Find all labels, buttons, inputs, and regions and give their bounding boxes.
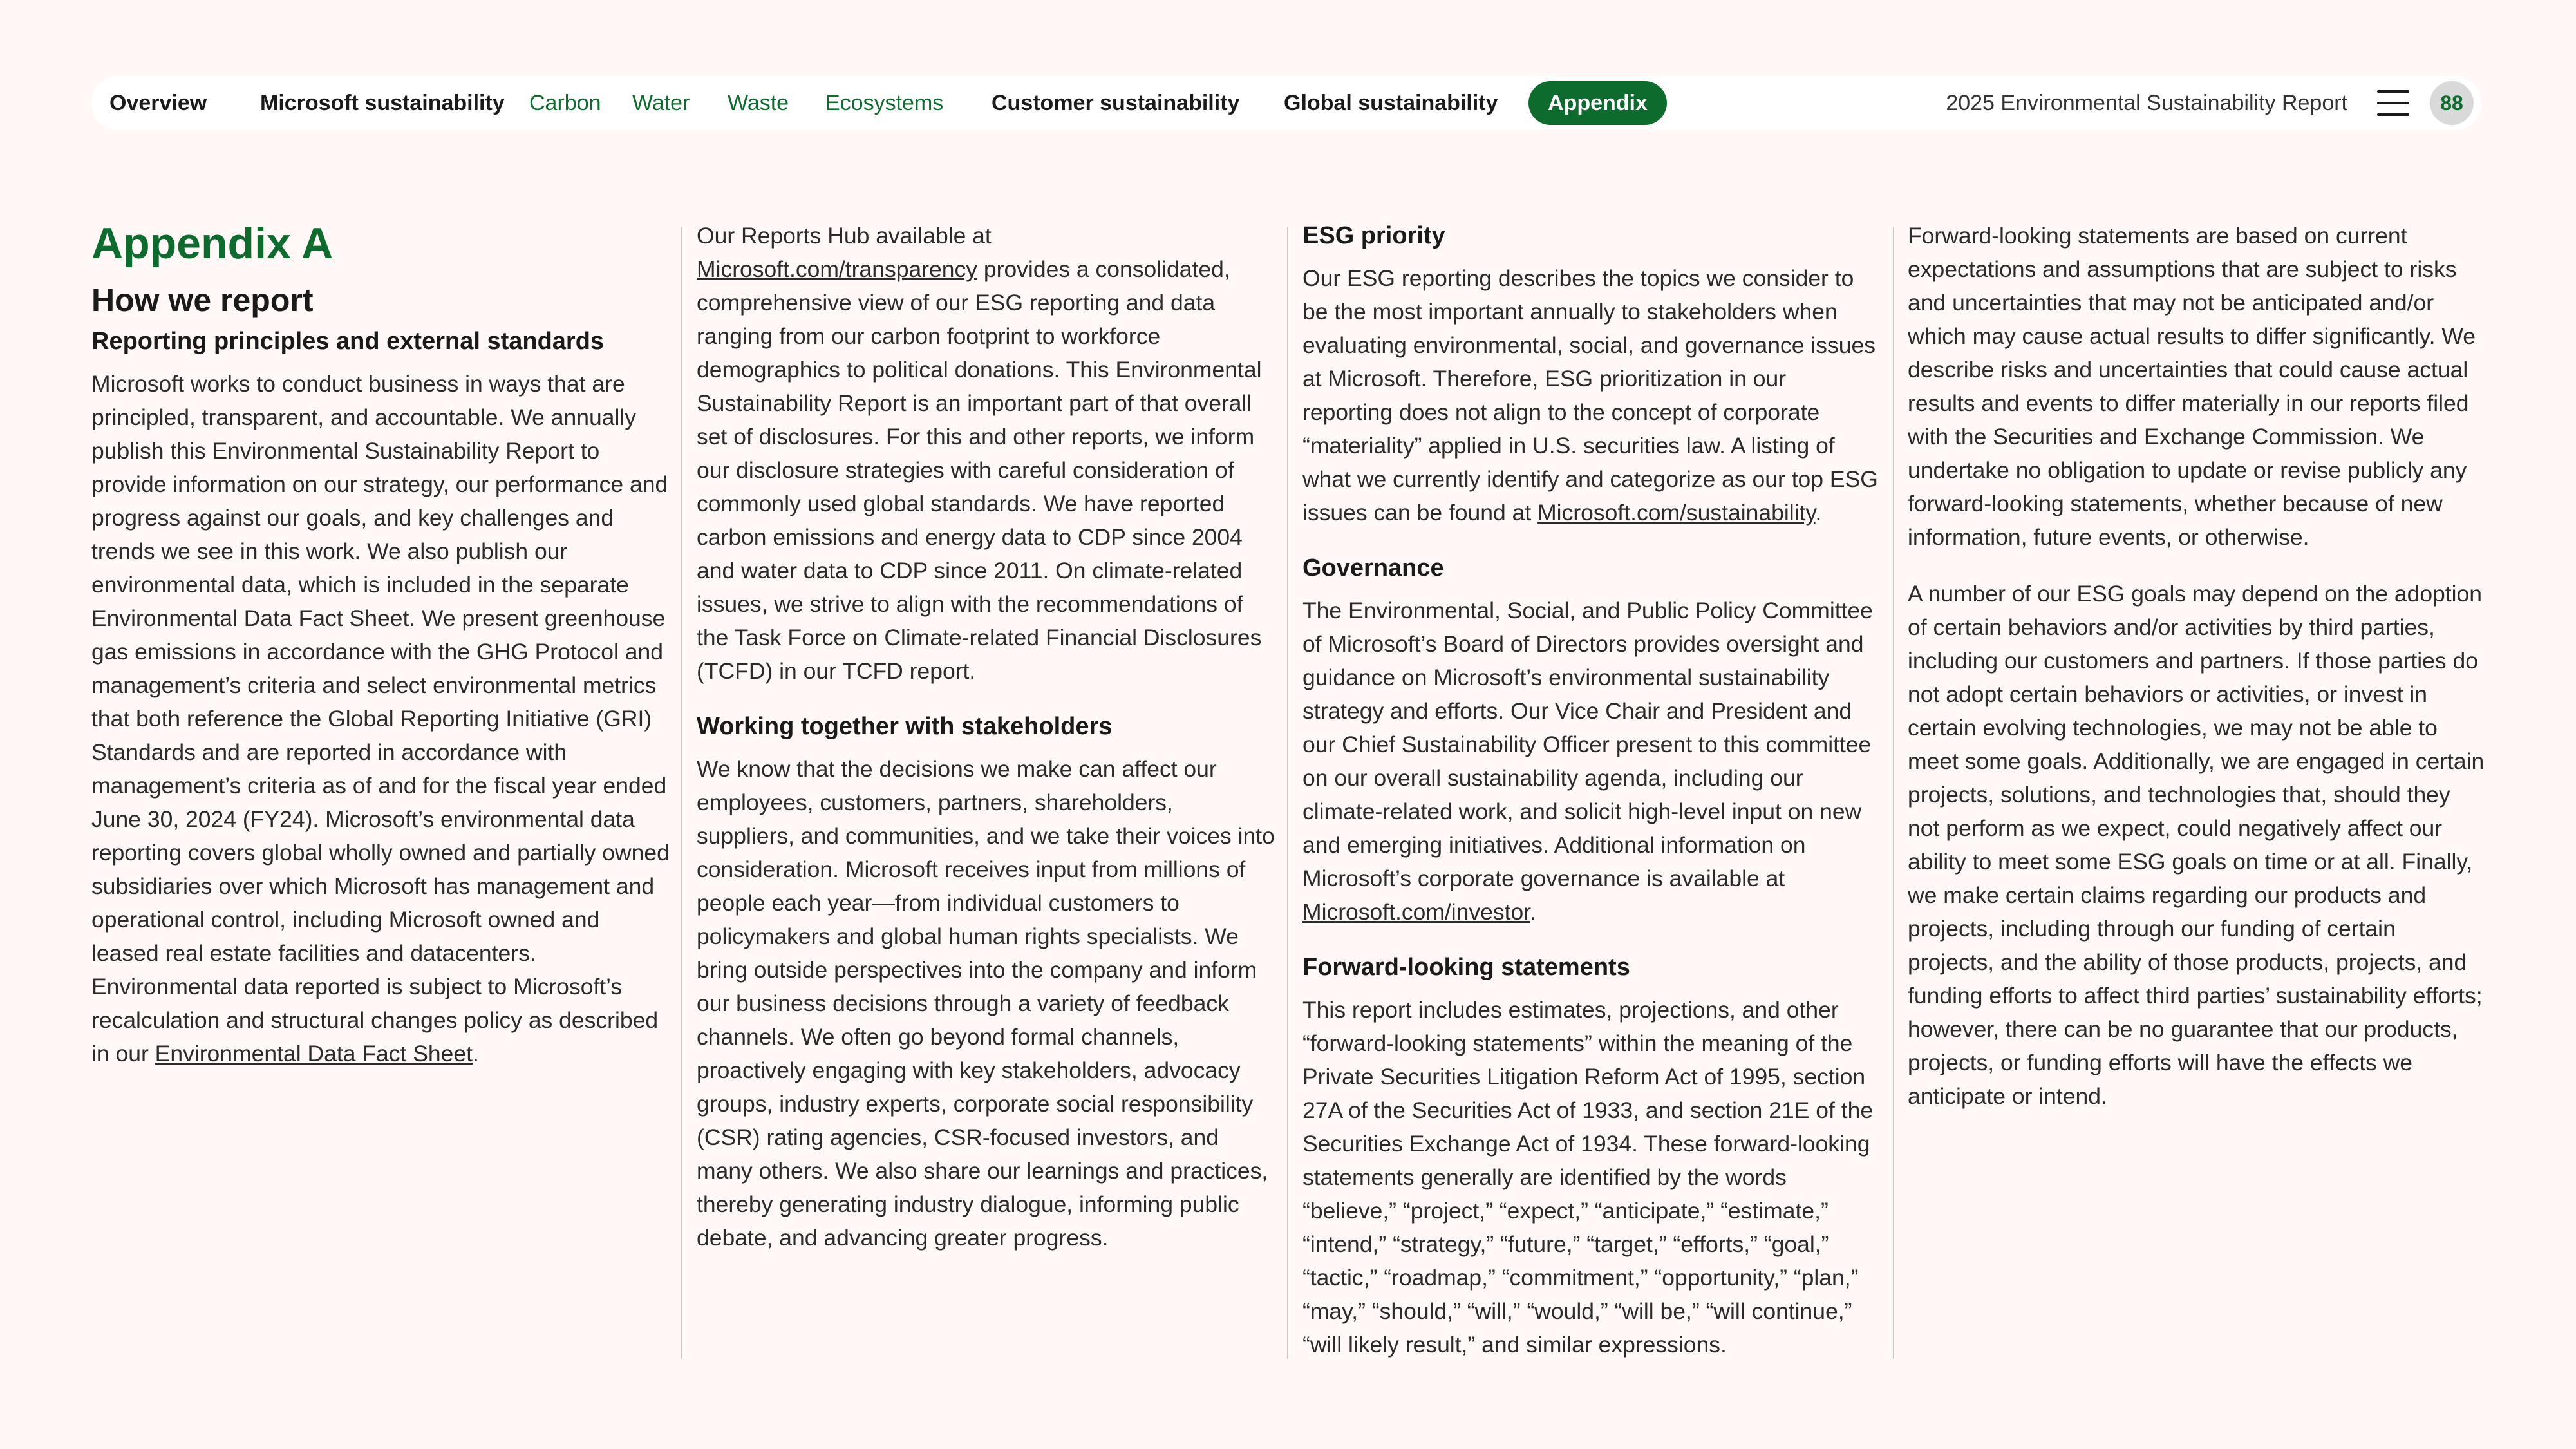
column-divider [681,227,682,1359]
nav-carbon[interactable]: Carbon [529,90,601,115]
stakeholders-paragraph: We know that the decisions we make can affect our employees, customers, partners, shareholders, suppliers, and communities, and we take their voices into consideration. Microsoft receives input from millions of people each year—from individual customers to policymakers and global human rights specialists. We bring outside perspectives into the company and inform our business decisions through a variety of feedback channels. We often go beyond formal channels, proactively engaging with key stakeholders, advocacy groups, industry experts, corporate social responsibility (CSR) rating agencies, CSR-focused investors, and many others. We also share our learnings and practices, thereby generating industry dialogue, informing public debate, and advancing greater progress. [697,756,1275,1251]
esg-goals-dependency-paragraph: A number of our ESG goals may depend on the adoption of certain behaviors and/or activities by third parties, including our customers and partners. If those parties do not adopt certain behaviors or activities, or invest in certain evolving technologies, we may not be able to meet some goals. Additionally, we are engaged in certain projects, solutions, and technologies that, should they not perform as we expect, could negatively affect our ability to meet some ESG goals on time or at all. Finally, we make certain claims regarding our products and projects, including through our funding of certain projects, and the ability of those products, projects, and funding efforts to affect third parties’ sustainability efforts; however, there can be no guarantee that our products, projects, or funding efforts will have the effects we anticipate or intend. [1908,581,2485,1109]
column-esg-governance [1302,219,1882,1361]
transparency-link[interactable]: Microsoft.com/transparency [697,256,978,282]
column-reports-hub [697,219,1276,1255]
column-how-we-report [91,219,671,1070]
column-divider [1893,227,1894,1359]
heading-governance: Governance [1302,554,1444,582]
heading-esg-priority: ESG priority [1302,222,1445,249]
nav-water[interactable]: Water [632,90,690,115]
esg-priority-paragraph: Our ESG reporting describes the topics we consider to be the most important annually to stakeholders when evaluating environmental, social, and governance issues at Microsoft. Therefore, ESG prioritization in our reporting does not align to the concept of corporate “materiality” applied in U.S. securities law. A listing of what we currently identify and categorize as our top ESG issues can be found at Microsoft.com/sustainability. [1302,265,1878,526]
risks-paragraph: Forward-looking statements are based on current expectations and assumptions that are subject to risks and uncertainties that may not be anticipated and/or which may cause actual results to differ significantly. We describe risks and uncertainties that could cause actual results and events to differ materially in our reports filed with the Securities and Exchange Commission. We undertake no obligation to update or revise publicly any forward-looking statements, whether because of new information, future events, or otherwise. [1908,223,2476,550]
heading-working-together: Working together with stakeholders [697,713,1113,740]
column-divider [1287,227,1288,1359]
hamburger-menu-icon[interactable] [2377,90,2409,116]
report-title: 2025 Environmental Sustainability Report [1946,90,2347,115]
governance-paragraph: The Environmental, Social, and Public Policy Committee of Microsoft’s Board of Directors provides oversight and guidance on Microsoft’s environmental sustainability strategy and efforts. Our Vice Chair and President and our Chief Sustainability Officer present to this committee on our overall sustainability agenda, including our climate-related work, and solicit high-level input on new and emerging initiatives. Additional information on Microsoft’s corporate governance is available at Microsoft.com/investor. [1302,598,1873,925]
sustainability-link[interactable]: Microsoft.com/sustainability [1537,500,1816,526]
environmental-data-fact-sheet-link[interactable]: Environmental Data Fact Sheet [155,1041,473,1066]
forward-looking-paragraph: This report includes estimates, projections, and other “forward-looking statements” within the meaning of the Private Securities Litigation Reform Act of 1995, section 27A of the Securities Act of 1933, and section 21E of the Securities Exchange Act of 1934. These forward-looking statements generally are identified by the words “believe,” “project,” “expect,” “anticipate,” “estimate,” “intend,” “strategy,” “future,” “target,” “efforts,” “goal,” “tactic,” “roadmap,” “commitment,” “opportunity,” “plan,” “may,” “should,” “will,” “would,” “will be,” “will continue,” “will likely result,” and similar expressions. [1302,997,1874,1358]
nav-customer-sustainability[interactable]: Customer sustainability [992,90,1240,115]
nav-microsoft-sustainability[interactable]: Microsoft sustainability [260,90,505,115]
heading-forward-looking-statements: Forward-looking statements [1302,954,1630,981]
appendix-title: Appendix A [91,219,334,268]
subsection-title-reporting-principles: Reporting principles and external standards [91,328,605,355]
nav-ecosystems[interactable]: Ecosystems [825,90,944,115]
reporting-principles-paragraph: Microsoft works to conduct business in ways that are principled, transparent, and accountable. We annually publish this Environmental Sustainability Report to provide information on our strategy, our performance and progress against our goals, and key challenges and trends we see in this work. We also publish our environmental data, which is included in the separate Environmental Data Fact Sheet. We present greenhouse gas emissions in accordance with the GHG Protocol and management’s criteria and select environmental metrics that both reference the Global Reporting Initiative (GRI) Standards and are reported in accordance with management’s criteria as of and for the fiscal year ended June 30, 2024 (FY24). Microsoft’s environmental data reporting covers global wholly owned and partially owned subsidiaries over which Microsoft has management and operational control, including Microsoft owned and leased real estate facilities and datacenters. Environmental data reported is subject to Microsoft’s recalculation and structural changes policy as described in our Environmental Data Fact Sheet. [91,371,670,1066]
nav-waste[interactable]: Waste [728,90,789,115]
column-forward-looking-continued [1908,219,2487,1113]
nav-global-sustainability[interactable]: Global sustainability [1284,90,1498,115]
nav-overview[interactable]: Overview [109,90,207,115]
section-title-how-we-report: How we report [91,282,314,318]
top-navigation-bar [91,76,2481,130]
page-number-badge: 88 [2430,81,2474,125]
nav-appendix[interactable]: Appendix [1528,81,1667,125]
investor-link[interactable]: Microsoft.com/investor [1302,899,1530,925]
reports-hub-paragraph: Our Reports Hub available at Microsoft.com/transparency provides a consolidated, comprehensive view of our ESG reporting and data ranging from our carbon footprint to workforce demographics to political donations. This Environmental Sustainability Report is an important part of that overall set of disclosures. For this and other reports, we inform our disclosure strategies with careful consideration of commonly used global standards. We have reported carbon emissions and energy data to CDP since 2004 and water data to CDP since 2011. On climate-related issues, we strive to align with the recommendations of the Task Force on Climate-related Financial Disclosures (TCFD) in our TCFD report. [697,223,1262,684]
